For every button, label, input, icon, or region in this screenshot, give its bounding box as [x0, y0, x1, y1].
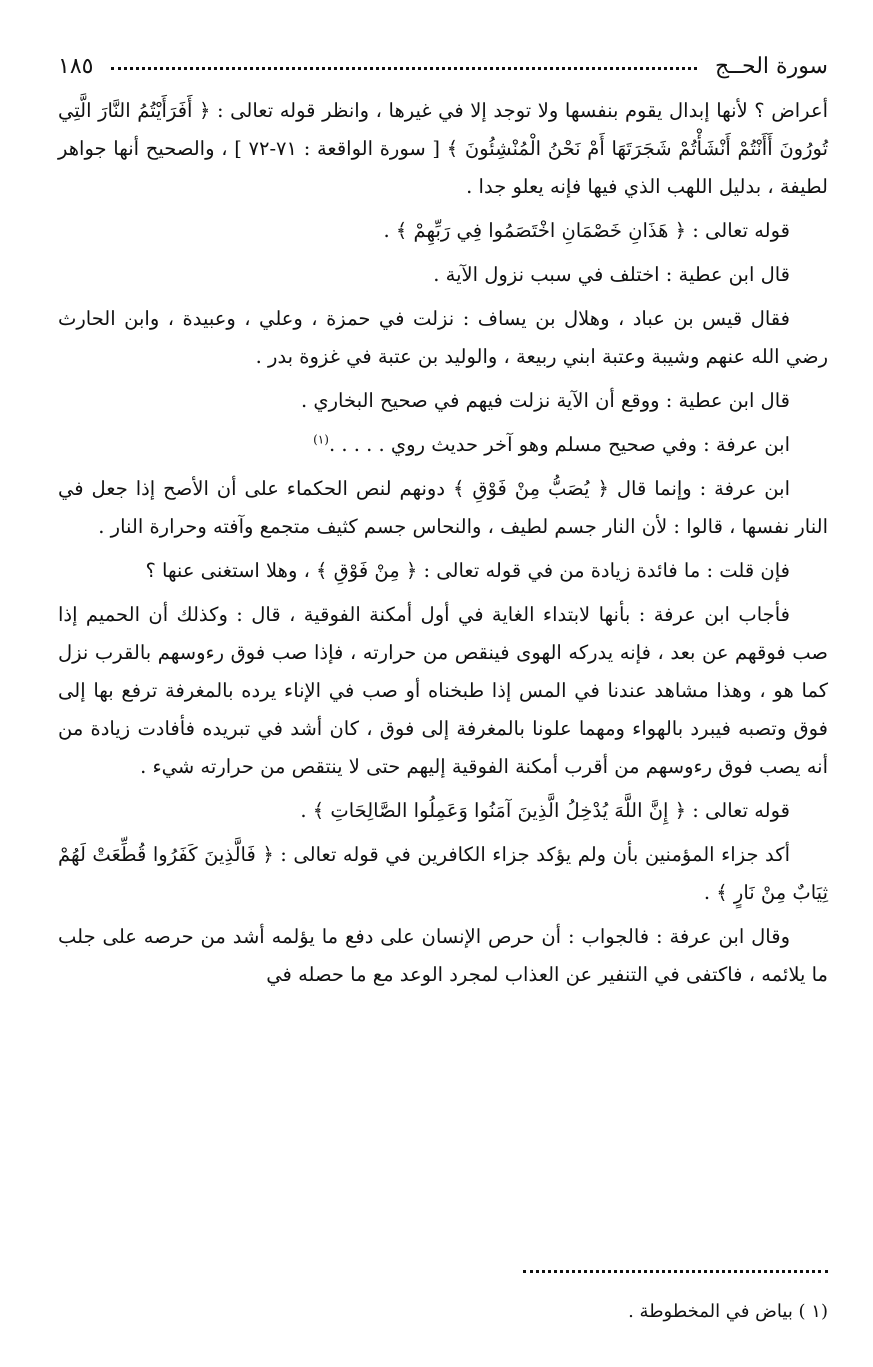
paragraph: أكد جزاء المؤمنين بأن ولم يؤكد جزاء الكافرين في قوله تعالى : ﴿ فَالَّذِينَ كَفَرُوا قُطِّعَتْ لَهُمْ ثِيَابٌ مِنْ نَارٍ ﴾ .	[58, 843, 828, 904]
page-number: ١٨٥	[58, 53, 94, 79]
paragraph: فقال قيس بن عباد ، وهلال بن يساف : نزلت في حمزة ، وعلي ، وعبيدة ، وابن الحارث رضي الله عنهم وشيبة وعتبة ابني ربيعة ، والوليد بن عتبة في غزوة بدر .	[58, 307, 828, 368]
footnote: (١ ) بياض في المخطوطة .	[628, 1301, 828, 1322]
page-header	[58, 42, 828, 90]
paragraph: قال ابن عطية : ووقع أن الآية نزلت فيهم في صحيح البخاري .	[300, 389, 790, 412]
paragraph: قوله تعالى : ﴿ هَذَانِ خَصْمَانِ اخْتَصَمُوا فِي رَبِّهِمْ ﴾ .	[383, 219, 790, 242]
page-body	[58, 92, 828, 994]
document-page	[58, 42, 828, 1342]
paragraph: أعراض ؟ لأنها إبدال يقوم بنفسها ولا توجد إلا في غيرها ، وانظر قوله تعالى : ﴿ أَفَرَأَيْتُمُ النَّارَ الَّتِي تُورُونَ أَأَنْتُمْ أَنْشَأْتُمْ شَجَرَتَهَا أَمْ نَحْنُ الْمُنْشِئُونَ ﴾ [ سورة الواقعة : ٧١-٧٢ ] ، والصحيح أنها جواهر لطيفة ، بدليل اللهب الذي فيها فإنه يعلو جدا .	[58, 99, 828, 198]
footnote-separator	[523, 1270, 828, 1273]
paragraph: قال ابن عطية : اختلف في سبب نزول الآية .	[433, 263, 790, 286]
surah-title: سورة الحــج	[714, 53, 828, 79]
paragraph: فإن قلت : ما فائدة زيادة من في قوله تعالى : ﴿ مِنْ فَوْقِ ﴾ ، وهلا استغنى عنها ؟	[145, 559, 790, 582]
paragraph: وقال ابن عرفة : فالجواب : أن حرص الإنسان على دفع ما يؤلمه أشد من حرصه على جلب ما يلائمه ، فاكتفى في التنفير عن العذاب لمجرد الوعد مع ما حصله في	[58, 925, 828, 986]
paragraph: فأجاب ابن عرفة : بأنها لابتداء الغاية في أول أمكنة الفوقية ، قال : وكذلك أن الحميم إذا صب فوقهم عن بعد ، فإنه يدركه الهوى فينقص من حرارته ، فإذا صب فوق رءوسهم بالقرب نزل كما هو ، وهذا مشاهد عندنا في المس إذا طبخناه أو صب في الإناء يرده بالمغرفة ترفع بها إلى فوق وتصبه فيبرد بالهواء ومهما علونا بالمغرفة إلى فوق ، كان أشد في تبريده فأفادت زيادة من أنه يصب فوق رءوسهم من أقرب أمكنة الفوقية إليهم حتى لا ينتقص من حرارته شيء .	[58, 603, 828, 778]
footnote-marker: (١)	[313, 432, 329, 447]
paragraph-with-footnote	[58, 426, 828, 464]
paragraph-text: ابن عرفة : وفي صحيح مسلم وهو آخر حديث روي . . . . .	[328, 433, 790, 456]
paragraph: ابن عرفة : وإنما قال ﴿ يُصَبُّ مِنْ فَوْقِ ﴾ دونهم لنص الحكماء على أن الأصح إذا جعل في النار نفسها ، قالوا : لأن النار جسم لطيف ، والنحاس جسم كثيف متجمع وآفته وحرارة النار .	[58, 477, 828, 538]
header-dotted-rule	[111, 67, 696, 70]
paragraph: قوله تعالى : ﴿ إِنَّ اللَّهَ يُدْخِلُ الَّذِينَ آمَنُوا وَعَمِلُوا الصَّالِحَاتِ ﴾ .	[300, 799, 790, 822]
